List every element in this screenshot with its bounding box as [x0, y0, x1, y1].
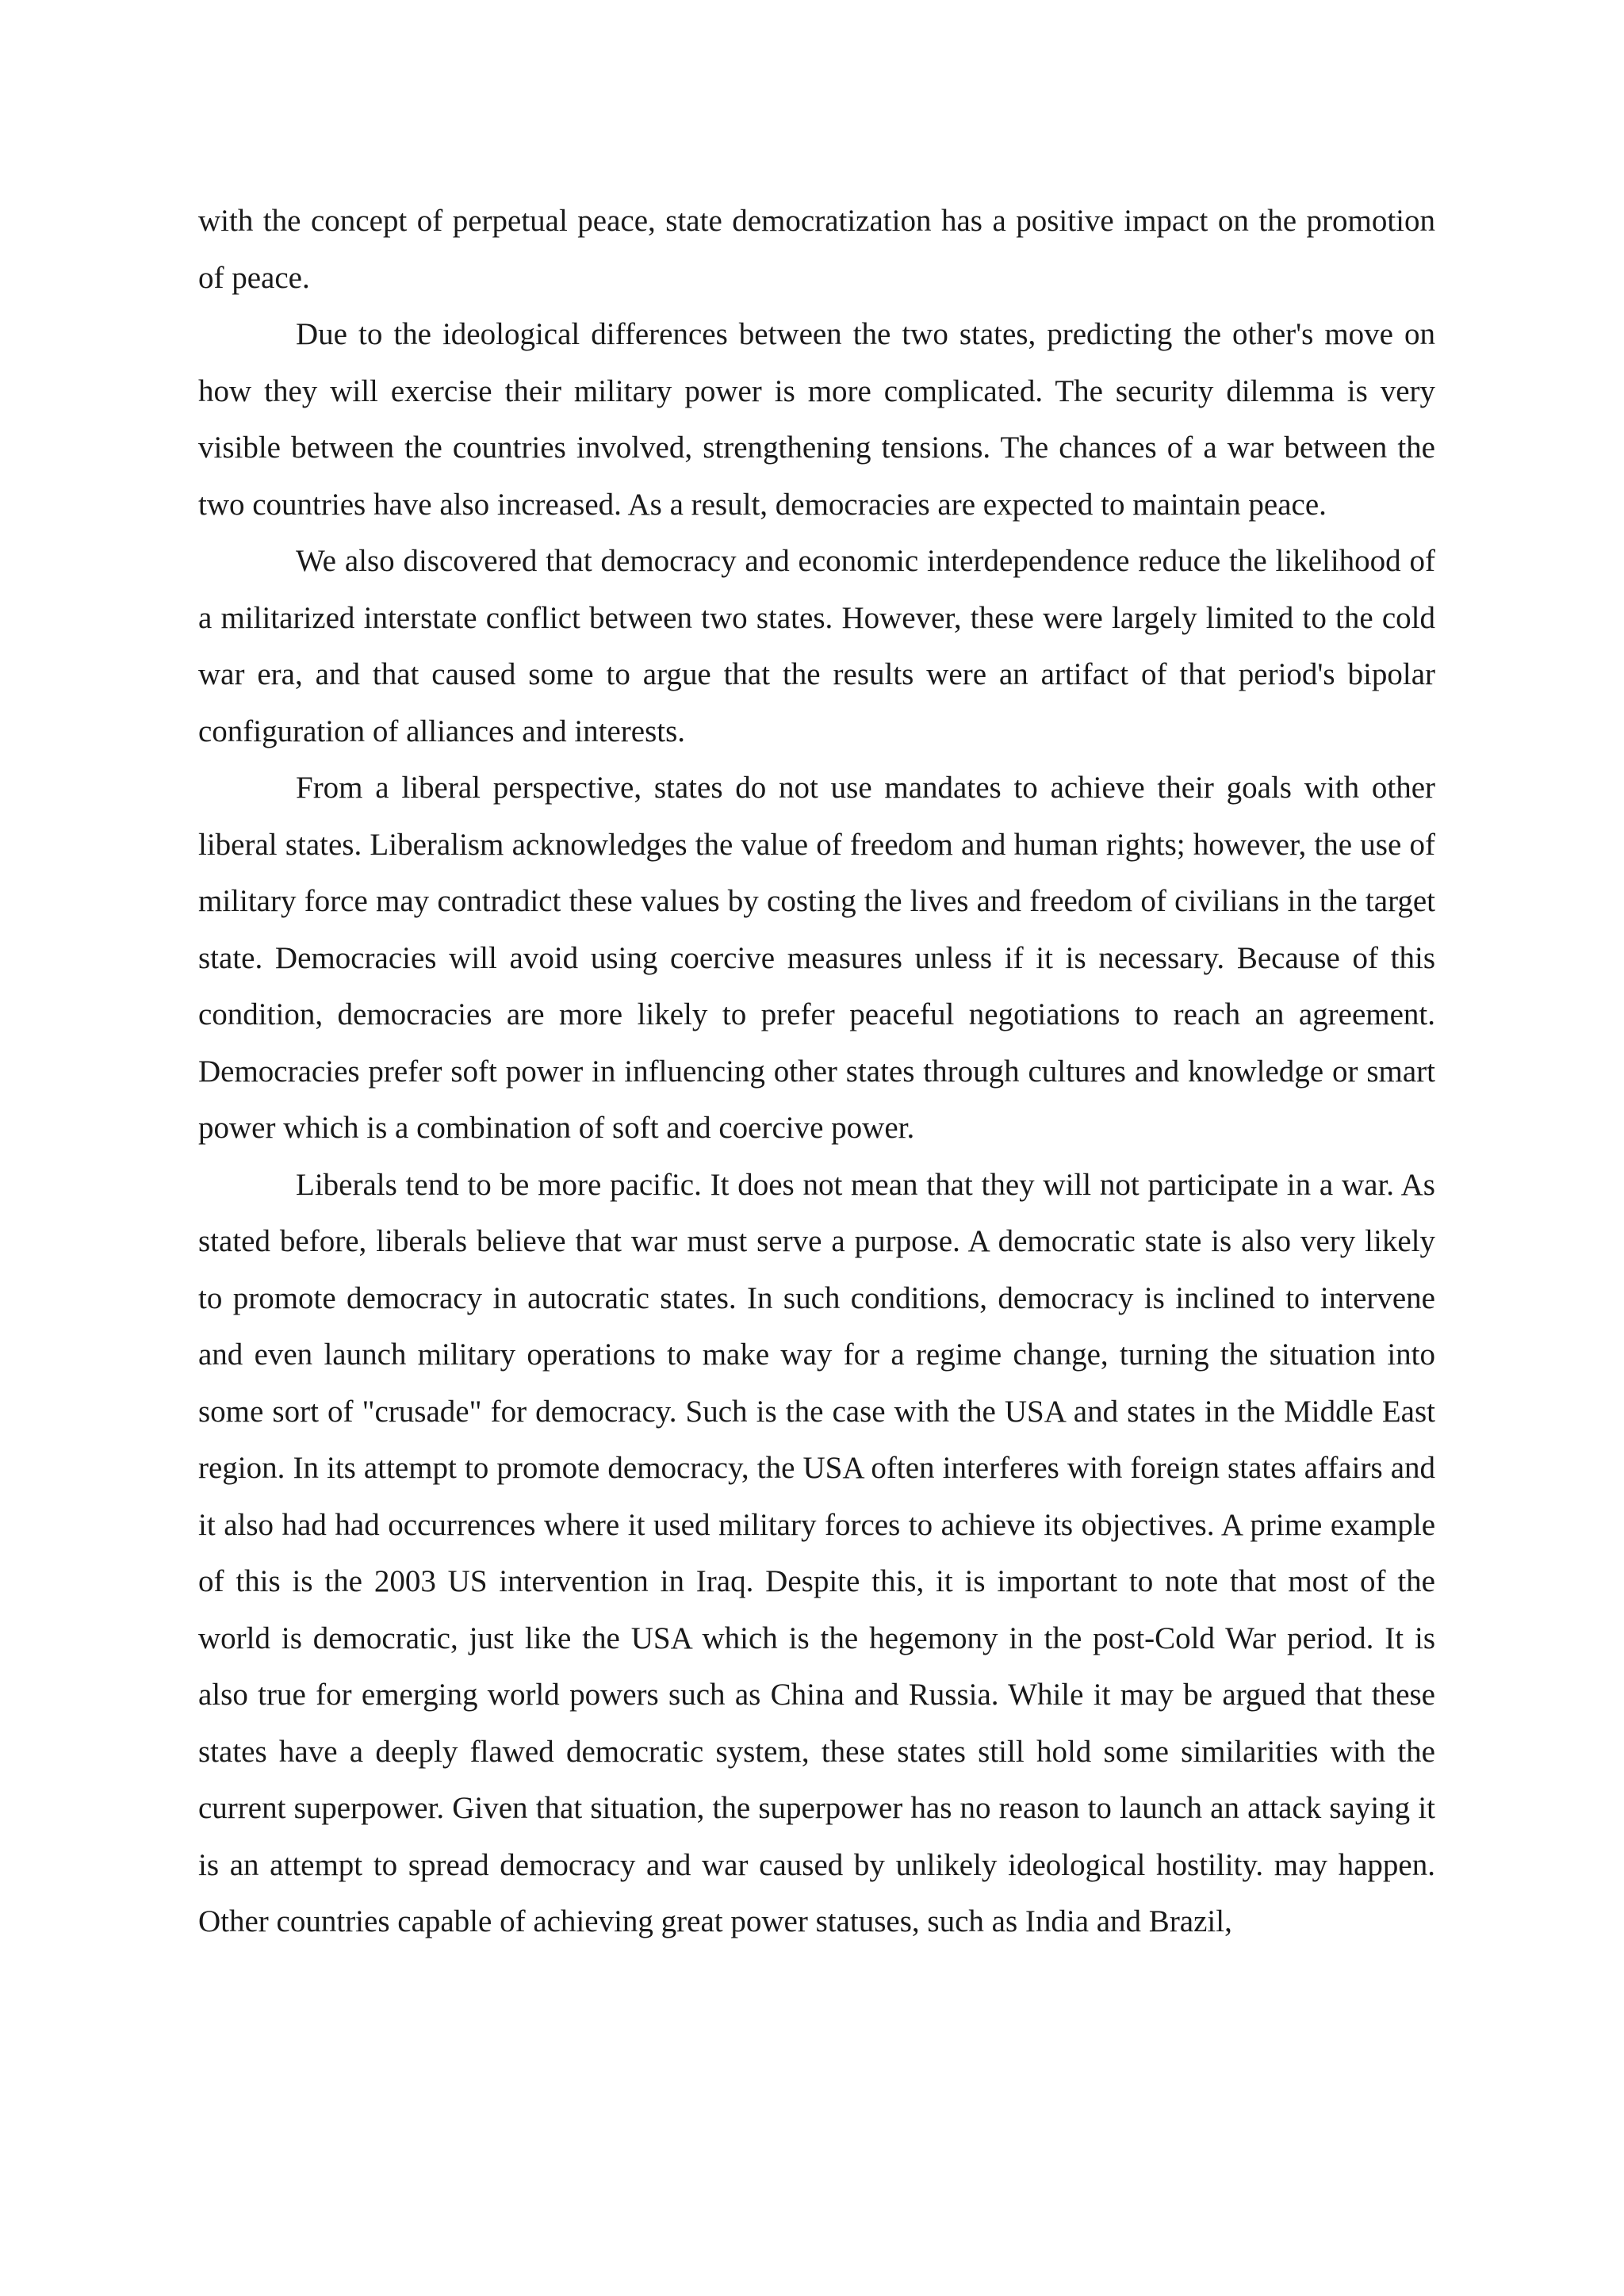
paragraph-interdependence: We also discovered that democracy and economic interdependence reduce the likelihood of a militarized interstate conflict between two states. However, these were largely limited to the cold war era, and that caused some to argue that the results were an artifact of that period's bipolar configuration of alliances and interests.: [198, 544, 1435, 748]
paragraph-liberal-perspective: From a liberal perspective, states do not use mandates to achieve their goals with other liberal states. Liberalism acknowledges the value of freedom and human rights; however, the use of military force may contradict these values by costing the lives and freedom of civilians in the target state. Democracies will avoid using coercive measures unless if it is necessary. Because of this condition, democracies are more likely to prefer peaceful negotiations to reach an agreement. Democracies prefer soft power in influencing other states through cultures and knowledge or smart power which is a combination of soft and coercive power.: [198, 771, 1435, 1145]
paragraph-security-dilemma: Due to the ideological differences between the two states, predicting the other's move on how they will exercise their military power is more complicated. The security dilemma is very visible between the countries involved, strengthening tensions. The chances of a war between the two countries have also increased. As a result, democracies are expected to maintain peace.: [198, 317, 1435, 522]
paragraph-continuation: with the concept of perpetual peace, state democratization has a positive impact on the promotion of peace.: [198, 204, 1435, 295]
body-text: [198, 193, 1435, 1950]
paragraph-liberals-pacific: Liberals tend to be more pacific. It does not mean that they will not participate in a war. As stated before, liberals believe that war must serve a purpose. A democratic state is also very likely to promote democracy in autocratic states. In such conditions, democracy is inclined to intervene and even launch military operations to make way for a regime change, turning the situation into some sort of "crusade" for democracy. Such is the case with the USA and states in the Middle East region. In its attempt to promote democracy, the USA often interferes with foreign states affairs and it also had had occurrences where it used military forces to achieve its objectives. A prime example of this is the 2003 US intervention in Iraq. Despite this, it is important to note that most of the world is democratic, just like the USA which is the hegemony in the post-Cold War period. It is also true for emerging world powers such as China and Russia. While it may be argued that these states have a deeply flawed democratic system, these states still hold some similarities with the current superpower. Given that situation, the superpower has no reason to launch an attack saying it is an attempt to spread democracy and war caused by unlikely ideological hostility. may happen. Other countries capable of achieving great power statuses, such as India and Brazil,: [198, 1167, 1435, 1938]
